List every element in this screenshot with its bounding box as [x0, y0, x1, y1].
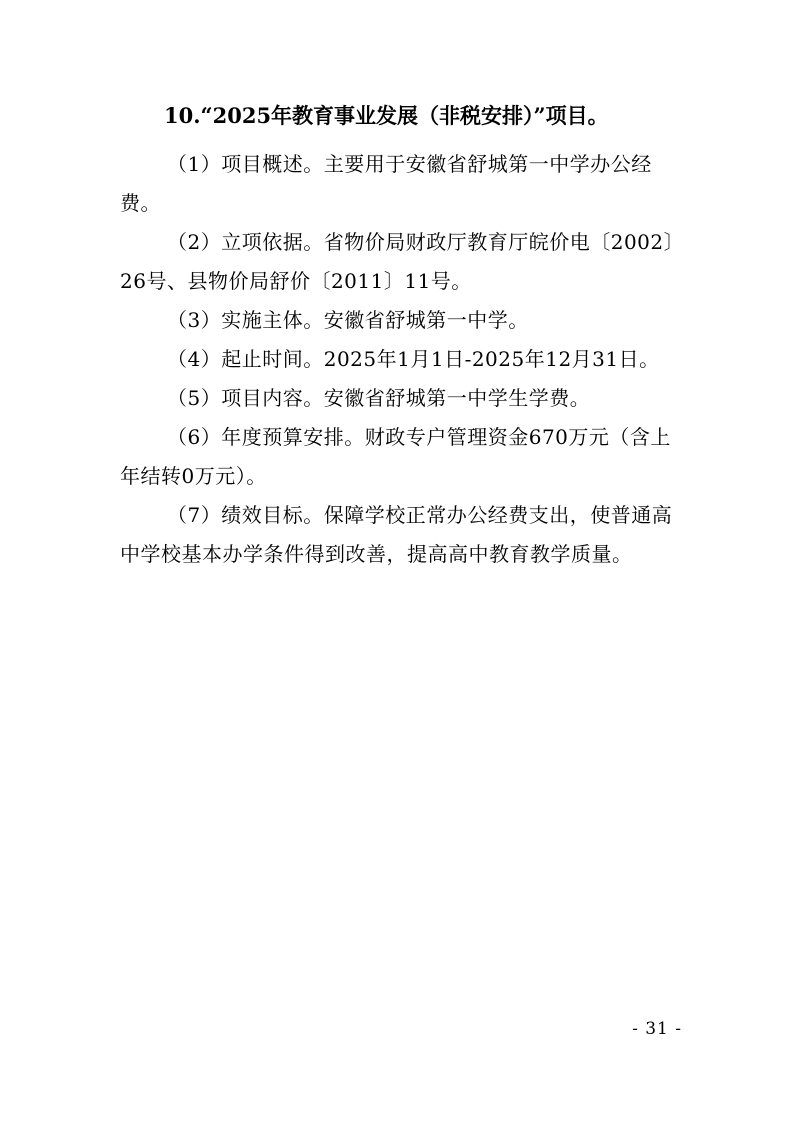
paragraph-duration: （4）起止时间。2025年1月1日-2025年12月31日。 — [167, 347, 660, 371]
section-heading: 10.“2025年教育事业发展（非税安排）”项目。 — [164, 103, 609, 128]
paragraph-project-content: （5）项目内容。安徽省舒城第一中学生学费。 — [167, 386, 591, 410]
paragraph-performance-goal: （7）绩效目标。保障学校正常办公经费支出，使普通高中学校基本办学条件得到改善，提高高中教育教学质量。 — [120, 503, 673, 566]
paragraph-project-overview: （1）项目概述。主要用于安徽省舒城第一中学办公经费。 — [120, 152, 652, 215]
page-number: - 31 - — [632, 1019, 682, 1039]
paragraph-project-basis: （2）立项依据。省物价局财政厅教育厅皖价电〔2002〕26号、县物价局舒价〔2011〕11号。 — [120, 230, 675, 293]
paragraph-implementing-entity: （3）实施主体。安徽省舒城第一中学。 — [167, 308, 529, 332]
paragraph-annual-budget: （6）年度预算安排。财政专户管理资金670万元（含上年结转0万元）。 — [120, 425, 671, 488]
